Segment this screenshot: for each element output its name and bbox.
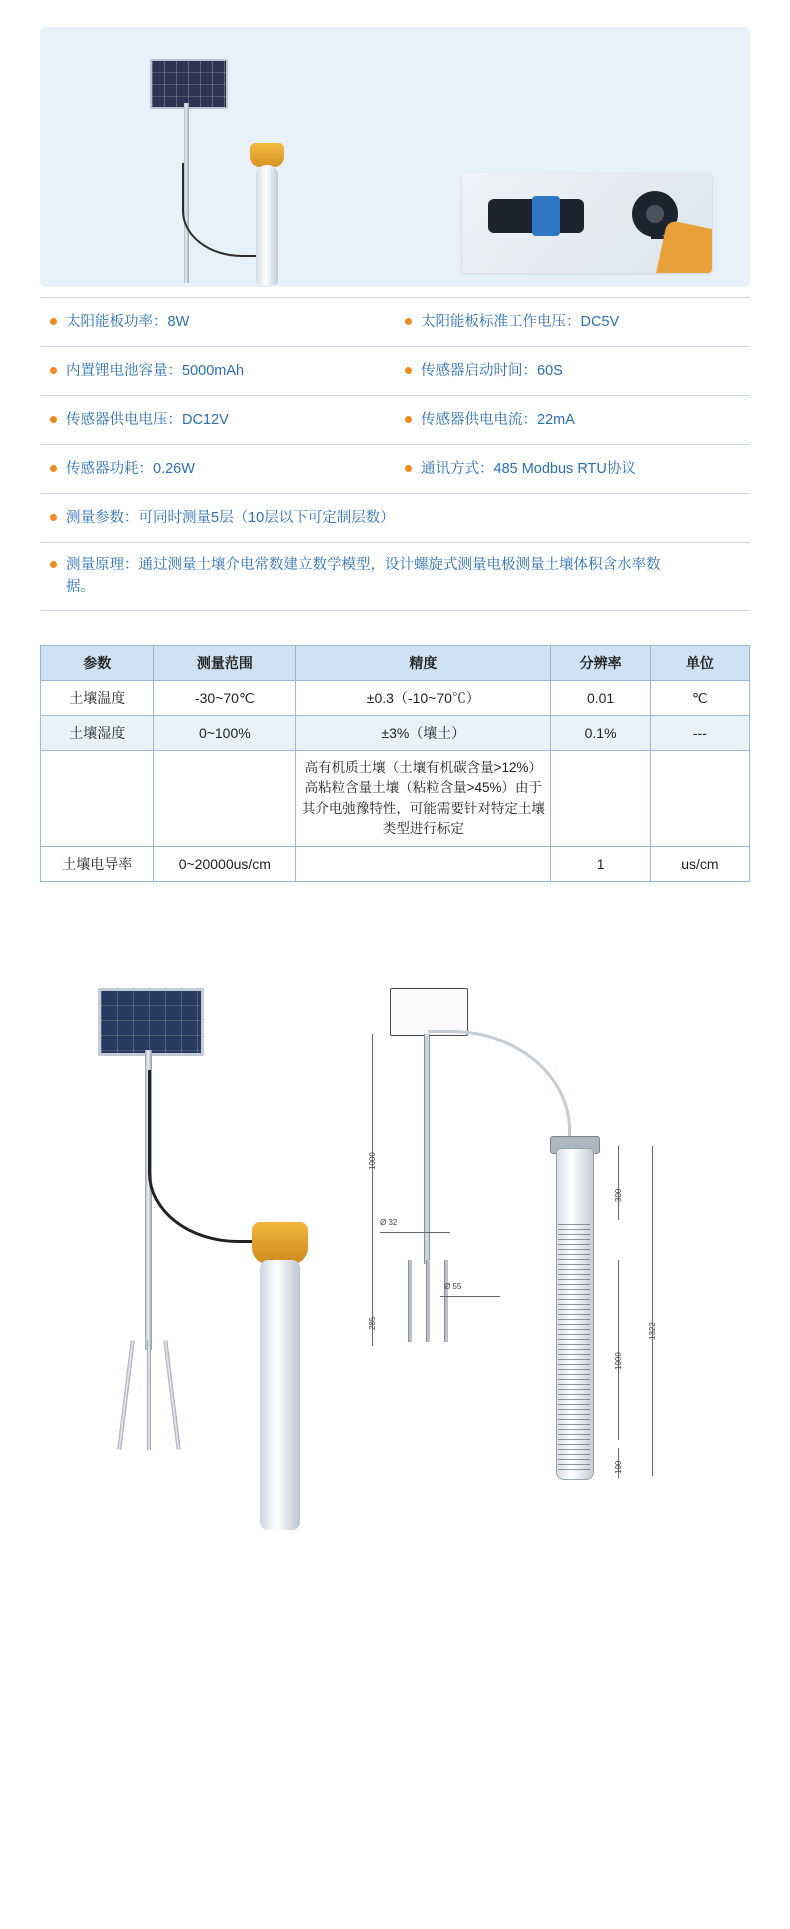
spec-item (40, 398, 395, 442)
parameter-table (40, 645, 750, 882)
table-cell-range: 0~100% (154, 716, 296, 751)
table-header-cell: 单位 (650, 646, 749, 681)
specification-list (40, 297, 750, 611)
table-cell-unit: us/cm (650, 847, 749, 882)
sensor-cap (252, 1222, 308, 1264)
dimension-label: Ø 32 (380, 1218, 398, 1227)
spec-label: 测量参数：可同时测量5层（10层以下可定制层数） (66, 509, 395, 526)
spec-item (395, 300, 750, 344)
table-cell-range: -30~70℃ (154, 681, 296, 716)
dimension-label: 100 (614, 1460, 623, 1474)
spec-row (40, 494, 750, 543)
solar-panel-icon (150, 59, 228, 109)
bullet-icon (50, 561, 57, 568)
dimension-line (372, 1034, 373, 1264)
dimension-label: 1000 (614, 1352, 623, 1370)
table-header-cell: 参数 (41, 646, 154, 681)
spec-label: 传感器供电电流：22mA (421, 411, 575, 428)
spec-label: 传感器供电电压：DC12V (66, 411, 229, 428)
spec-row (40, 543, 750, 611)
table-row (41, 751, 750, 847)
spec-row (40, 396, 750, 445)
spike-prong (408, 1260, 412, 1342)
dimension-label: 300 (614, 1188, 623, 1202)
bullet-icon (405, 318, 412, 325)
spike-prong (426, 1260, 430, 1342)
spec-item (395, 349, 750, 393)
table-header-cell: 精度 (296, 646, 551, 681)
table-cell-resolution: 0.1% (551, 716, 650, 751)
table-cell-resolution: 0.01 (551, 681, 650, 716)
spec-item (395, 447, 750, 491)
table-cell-unit: --- (650, 716, 749, 751)
table-cell-param (41, 751, 154, 847)
bullet-icon (50, 514, 57, 521)
dimension-line (380, 1232, 450, 1233)
dimension-line (652, 1146, 653, 1476)
bullet-icon (50, 367, 57, 374)
dimension-line (618, 1146, 619, 1220)
spec-item (40, 543, 750, 610)
dimension-line (440, 1296, 500, 1297)
technical-drawing (368, 960, 750, 1560)
soil-probe-body (256, 165, 278, 285)
dimension-label: 285 (368, 1316, 377, 1330)
table-cell-range: 0~20000us/cm (154, 847, 296, 882)
bullet-icon (50, 465, 57, 472)
spec-label: 测量原理：通过测量土壤介电常数建立数学模型，设计螺旋式测量电极测量土壤体积含水率数据。 (66, 557, 661, 596)
bullet-icon (405, 416, 412, 423)
sensor-cap (250, 143, 284, 167)
table-header-cell: 测量范围 (154, 646, 296, 681)
drawing-cable (428, 1030, 571, 1153)
ground-spike-icon (122, 1340, 176, 1460)
spec-item (40, 447, 395, 491)
spec-label: 内置锂电池容量：5000mAh (66, 362, 245, 379)
table-row (41, 681, 750, 716)
table-cell-note: 高有机质土壤（土壤有机碳含量>12%）高粘粒含量土壤（粘粒含量>45%）由于其介电弛豫特性，可能需要针对特定土壤类型进行标定 (296, 751, 551, 847)
spec-label: 太阳能板标准工作电压：DC5V (421, 313, 620, 330)
table-cell-param: 土壤温度 (41, 681, 154, 716)
table-row (41, 847, 750, 882)
spec-label: 传感器启动时间：60S (421, 362, 563, 379)
spike-prong (444, 1260, 448, 1342)
bullet-icon (405, 367, 412, 374)
spec-item (40, 496, 750, 540)
table-row (41, 716, 750, 751)
table-cell-accuracy: ±3%（壤土） (296, 716, 551, 751)
table-header-cell: 分辨率 (551, 646, 650, 681)
spike-prong (117, 1340, 134, 1450)
spec-item (40, 300, 395, 344)
dimension-line (618, 1260, 619, 1440)
table-cell-unit: ℃ (650, 681, 749, 716)
spec-row (40, 347, 750, 396)
spike-prong (163, 1340, 180, 1450)
dimension-label: 1000 (368, 1152, 377, 1170)
solar-panel-icon (98, 988, 204, 1056)
spike-prong (147, 1340, 151, 1450)
spec-item (40, 349, 395, 393)
spec-item (395, 398, 750, 442)
bullet-icon (50, 416, 57, 423)
table-cell-accuracy: ±0.3（-10~70℃） (296, 681, 551, 716)
table-cell-param: 土壤电导率 (41, 847, 154, 882)
table-cell-resolution: 1 (551, 847, 650, 882)
product-photo (60, 950, 360, 1550)
dimension-label: 1322 (648, 1322, 657, 1340)
table-cell-accuracy (296, 847, 551, 882)
spec-label: 通讯方式：485 Modbus RTU协议 (421, 460, 636, 477)
drawing-probe-threads (558, 1220, 590, 1470)
solar-pole-illustration (120, 45, 340, 285)
table-header-row (41, 646, 750, 681)
drawing-ground-spike (406, 1260, 450, 1346)
spec-label: 太阳能板功率：8W (66, 313, 190, 330)
connector-plug-icon (488, 199, 584, 233)
bullet-icon (50, 318, 57, 325)
spec-row (40, 445, 750, 494)
sensor-cable (182, 163, 266, 257)
spec-row (40, 297, 750, 347)
drawing-solar-panel (390, 988, 468, 1036)
soil-probe-body (260, 1260, 300, 1530)
dimension-label: Ø 55 (444, 1282, 462, 1291)
table-cell-param: 土壤湿度 (41, 716, 154, 751)
table-cell-range (154, 751, 296, 847)
dimension-line (372, 1264, 373, 1346)
connector-inset-photo (462, 173, 712, 273)
table-cell-unit (650, 751, 749, 847)
bottom-images (0, 930, 790, 1929)
sensor-cable (148, 1070, 271, 1243)
hero-product-image (40, 27, 750, 287)
table-cell-resolution (551, 751, 650, 847)
spec-label: 传感器功耗：0.26W (66, 460, 195, 477)
bullet-icon (405, 465, 412, 472)
